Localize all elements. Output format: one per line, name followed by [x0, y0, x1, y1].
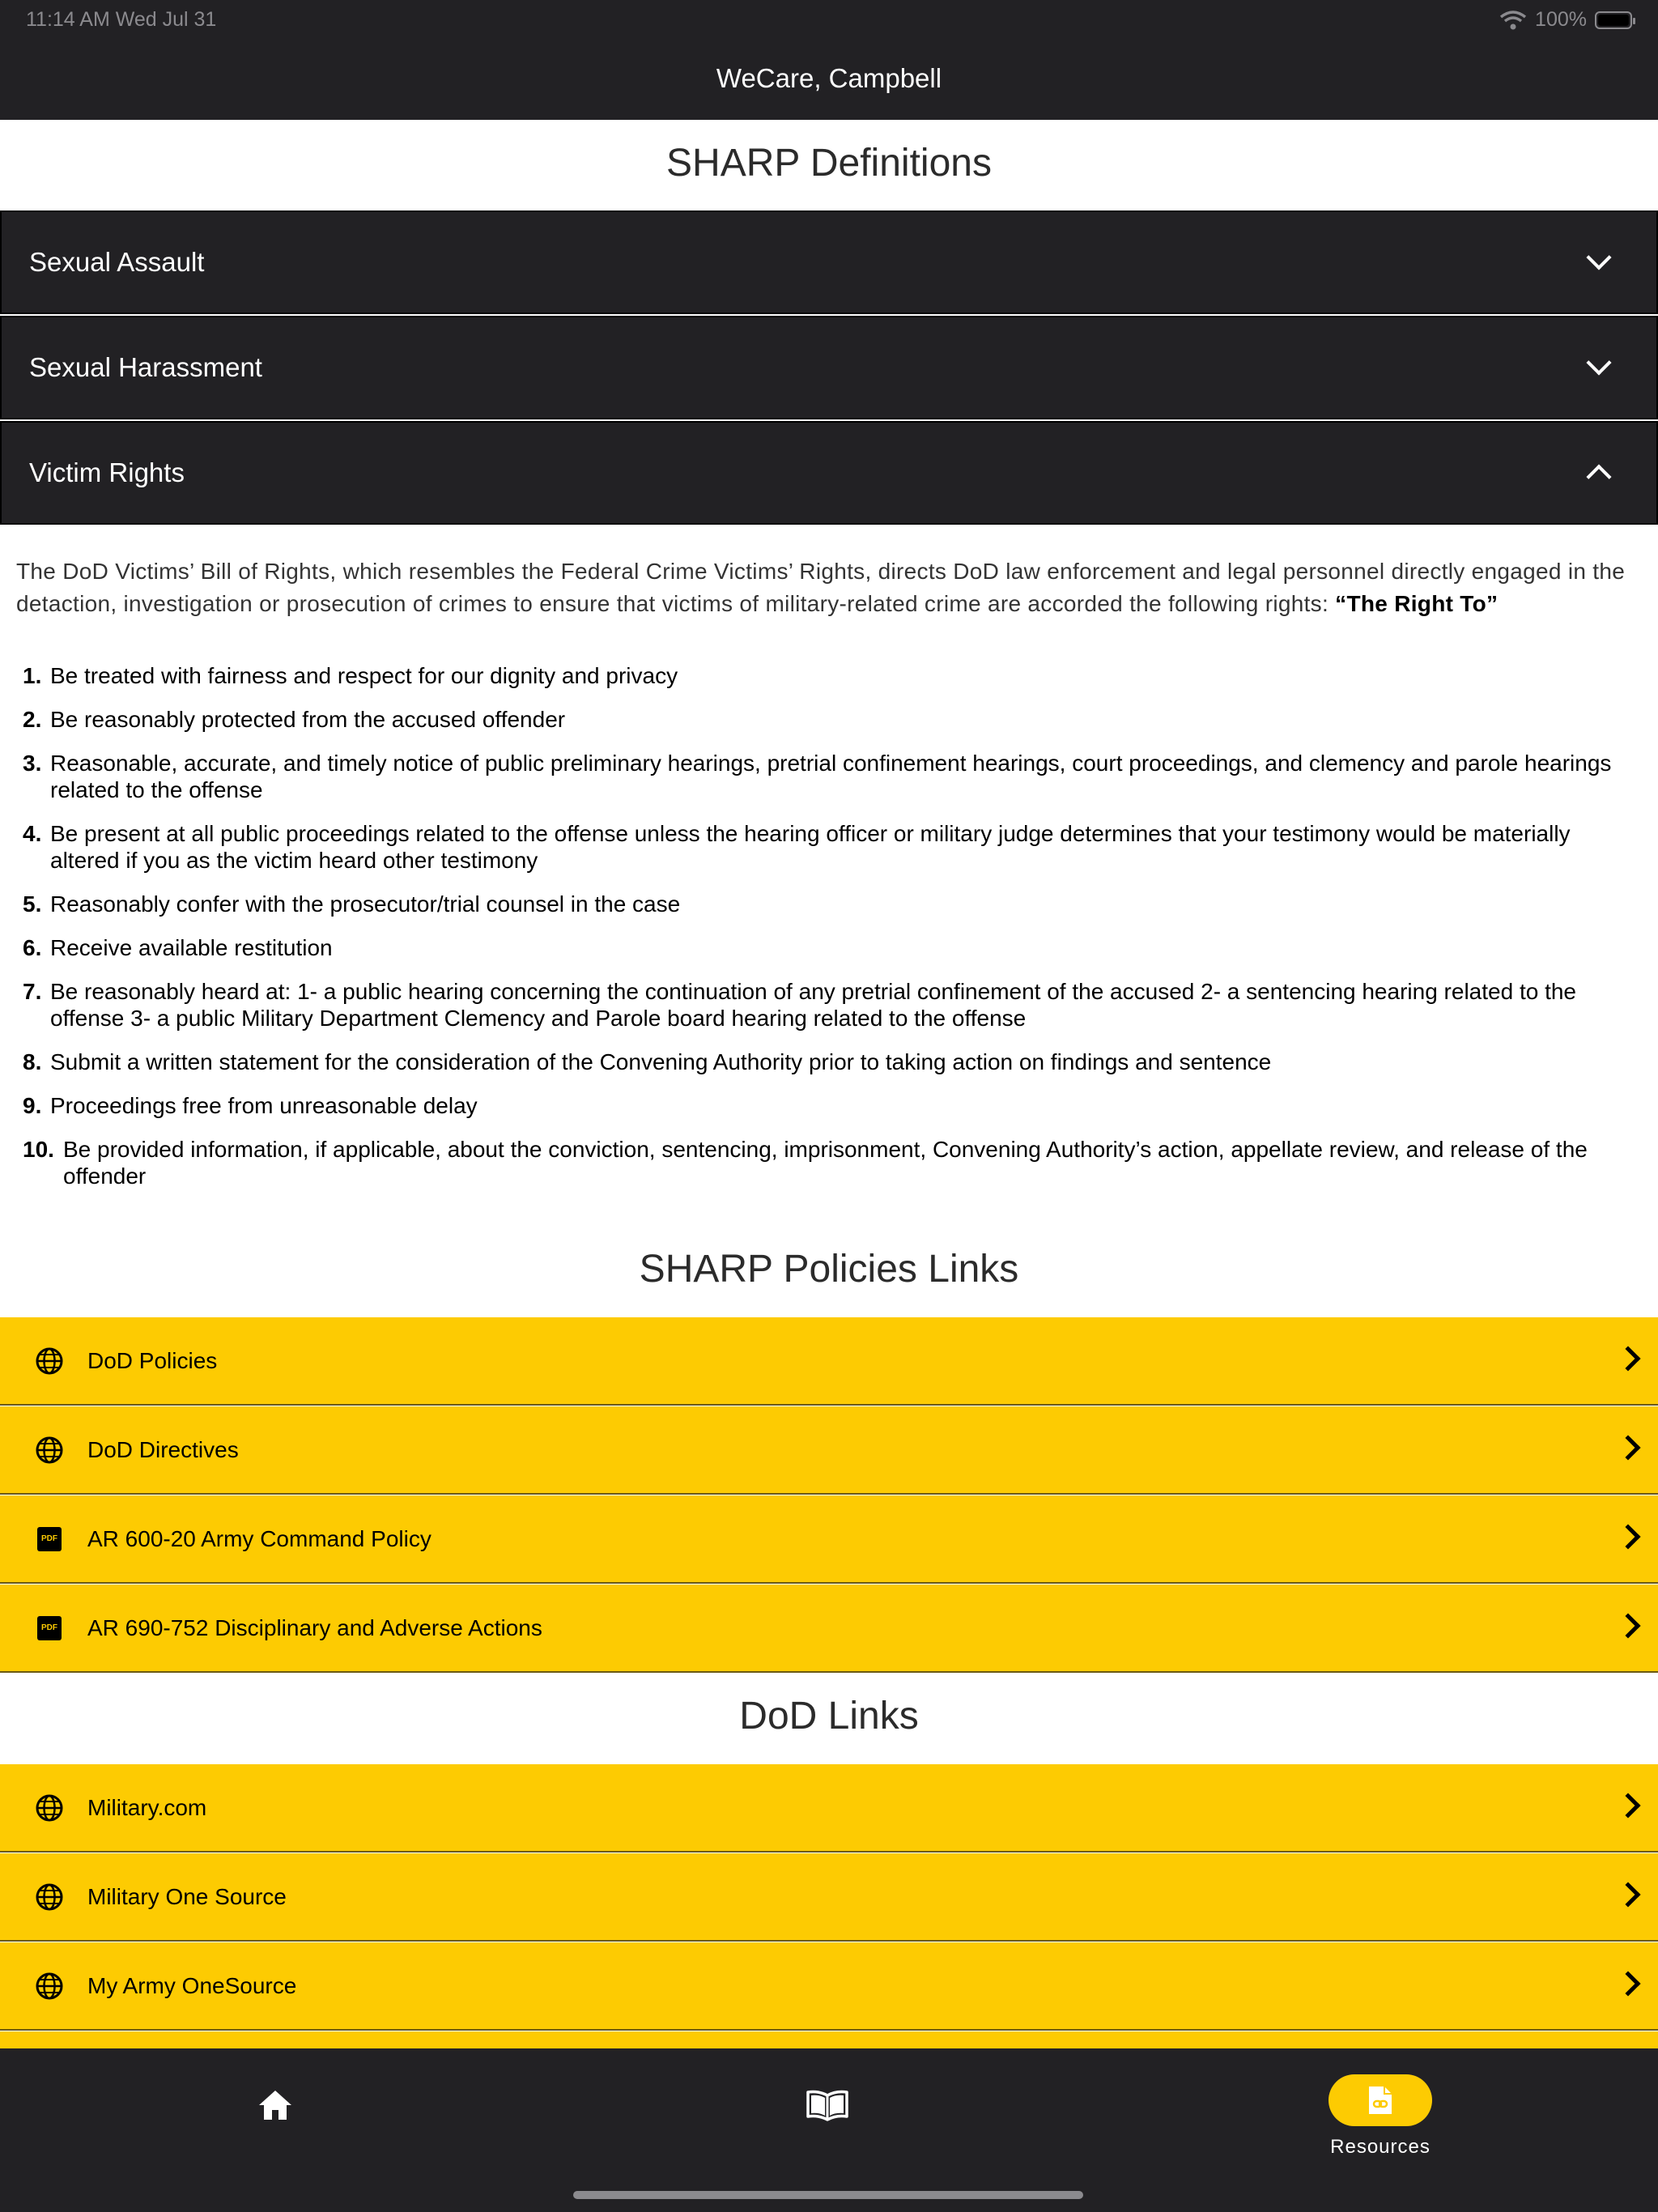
link-dod-directives[interactable] [0, 1406, 1658, 1495]
battery-icon [1595, 11, 1632, 29]
victim-rights-intro [16, 555, 1627, 620]
policies-title: SHARP Policies Links [639, 1248, 1019, 1291]
pdf-icon: PDF [34, 1524, 65, 1555]
item-text: Be present at all public proceedings related to the offense unless the hearing officer or military judge determines that your testimony would be materially altered if you as the victim heard other testimony [50, 821, 1571, 873]
resources-pill [1329, 2074, 1432, 2126]
home-icon [257, 2089, 293, 2121]
chevron-right-icon [1615, 1346, 1640, 1371]
link-label: AR 600-20 Army Command Policy [87, 1525, 432, 1551]
link-military-com[interactable] [0, 1764, 1658, 1853]
link-label: DoD Directives [87, 1436, 239, 1462]
item-text: Be provided information, if applicable, about the conviction, sentencing, imprisonment, Convening Authority’s action, appellate review, and release of the offender [63, 1137, 1588, 1189]
item-number: 10. [23, 1137, 54, 1162]
list-item [23, 934, 1634, 961]
chevron-right-icon [1615, 1524, 1640, 1549]
wifi-icon [1499, 10, 1527, 31]
link-label: Military One Source [87, 1883, 287, 1909]
item-number: 4. [23, 821, 42, 846]
item-text: Be reasonably heard at: 1- a public hearing concerning the continuation of any pretrial confinement of the accused 2- a sentencing hearing related to the offense 3- a public Military Department Clemency and Parole board hearing related to the offense [50, 979, 1576, 1031]
status-right [1499, 8, 1632, 32]
link-military-one-source[interactable] [0, 1853, 1658, 1942]
accordion-sexual-assault[interactable] [0, 211, 1658, 314]
item-number: 5. [23, 891, 42, 917]
tab-home[interactable] [235, 2048, 316, 2162]
item-number: 6. [23, 935, 42, 960]
rights-list [23, 662, 1634, 1206]
link-ar-690-752[interactable] [0, 1585, 1658, 1673]
globe-icon [34, 1435, 65, 1465]
list-item [23, 750, 1634, 803]
item-number: 2. [23, 707, 42, 732]
item-text: Reasonable, accurate, and timely notice of public preliminary hearings, pretrial confinement hearings, court proceedings, and clemency and parole hearings related to the offense [50, 751, 1612, 802]
list-item [23, 891, 1634, 917]
list-item [23, 1049, 1634, 1075]
list-item [23, 1136, 1634, 1189]
globe-icon [34, 1882, 65, 1912]
chevron-right-icon [1615, 1971, 1640, 1996]
link-my-army-onesource[interactable] [0, 1942, 1658, 2031]
list-item [23, 978, 1634, 1032]
link-label: DoD Policies [87, 1347, 218, 1373]
status-time: 11:14 AM Wed Jul 31 [26, 8, 217, 31]
chevron-right-icon [1615, 1882, 1640, 1907]
item-text: Be treated with fairness and respect for our dignity and privacy [50, 663, 678, 688]
link-label: My Army OneSource [87, 1972, 297, 1998]
home-indicator[interactable] [573, 2191, 1083, 2199]
link-ar-600-20[interactable] [0, 1495, 1658, 1584]
item-number: 1. [23, 663, 42, 688]
globe-icon [34, 1793, 65, 1823]
globe-icon [34, 1971, 65, 2001]
intro-bold: “The Right To” [1335, 591, 1499, 616]
status-bar [0, 5, 1658, 34]
top-bar [0, 0, 1658, 120]
list-item [23, 820, 1634, 874]
link-label: AR 690-752 Disciplinary and Adverse Actions [87, 1614, 542, 1640]
chevron-up-icon [1586, 464, 1611, 489]
chevron-right-icon [1615, 1793, 1640, 1818]
accordion-label: Sexual Harassment [29, 352, 262, 382]
tab-bar [0, 2048, 1658, 2212]
link-row-partial [0, 2031, 1658, 2048]
tab-library[interactable] [787, 2048, 868, 2162]
tab-label: Resources [1330, 2136, 1431, 2158]
item-number: 9. [23, 1093, 42, 1118]
tab-resources[interactable] [1312, 2048, 1449, 2162]
list-item [23, 662, 1634, 689]
chevron-right-icon [1615, 1435, 1640, 1460]
chevron-down-icon [1586, 350, 1611, 375]
list-item [23, 1092, 1634, 1119]
item-text: Submit a written statement for the consideration of the Convening Authority prior to taking action on findings and sentence [50, 1049, 1272, 1074]
document-link-icon [1367, 2084, 1394, 2116]
item-text: Reasonably confer with the prosecutor/trial counsel in the case [50, 891, 681, 917]
intro-text: The DoD Victims’ Bill of Rights, which resembles the Federal Crime Victims’ Rights, directs DoD law enforcement and legal personnel directly engaged in the detaction, investigation or prosecution of crimes to ensure that victims of military-related crime are accorded the following rights: [16, 559, 1626, 616]
item-number: 3. [23, 751, 42, 776]
item-text: Receive available restitution [50, 935, 333, 960]
pdf-icon: PDF [34, 1613, 65, 1644]
accordion-label: Sexual Assault [29, 247, 205, 277]
item-text: Proceedings free from unreasonable delay [50, 1093, 478, 1118]
chevron-right-icon [1615, 1613, 1640, 1638]
item-number: 7. [23, 979, 42, 1004]
accordion-label: Victim Rights [29, 457, 185, 487]
battery-percent: 100% [1535, 8, 1587, 31]
item-text: Be reasonably protected from the accused offender [50, 707, 566, 732]
chevron-down-icon [1586, 245, 1611, 270]
link-label: Military.com [87, 1794, 207, 1820]
book-icon [806, 2089, 849, 2121]
link-dod-policies[interactable] [0, 1317, 1658, 1406]
item-number: 8. [23, 1049, 42, 1074]
list-item [23, 706, 1634, 733]
dod-links-title: DoD Links [739, 1695, 919, 1738]
globe-icon [34, 1346, 65, 1376]
accordion-victim-rights[interactable] [0, 421, 1658, 525]
app-title: WeCare, Campbell [716, 63, 942, 93]
definitions-title: SHARP Definitions [666, 142, 992, 185]
accordion-sexual-harassment[interactable] [0, 316, 1658, 419]
